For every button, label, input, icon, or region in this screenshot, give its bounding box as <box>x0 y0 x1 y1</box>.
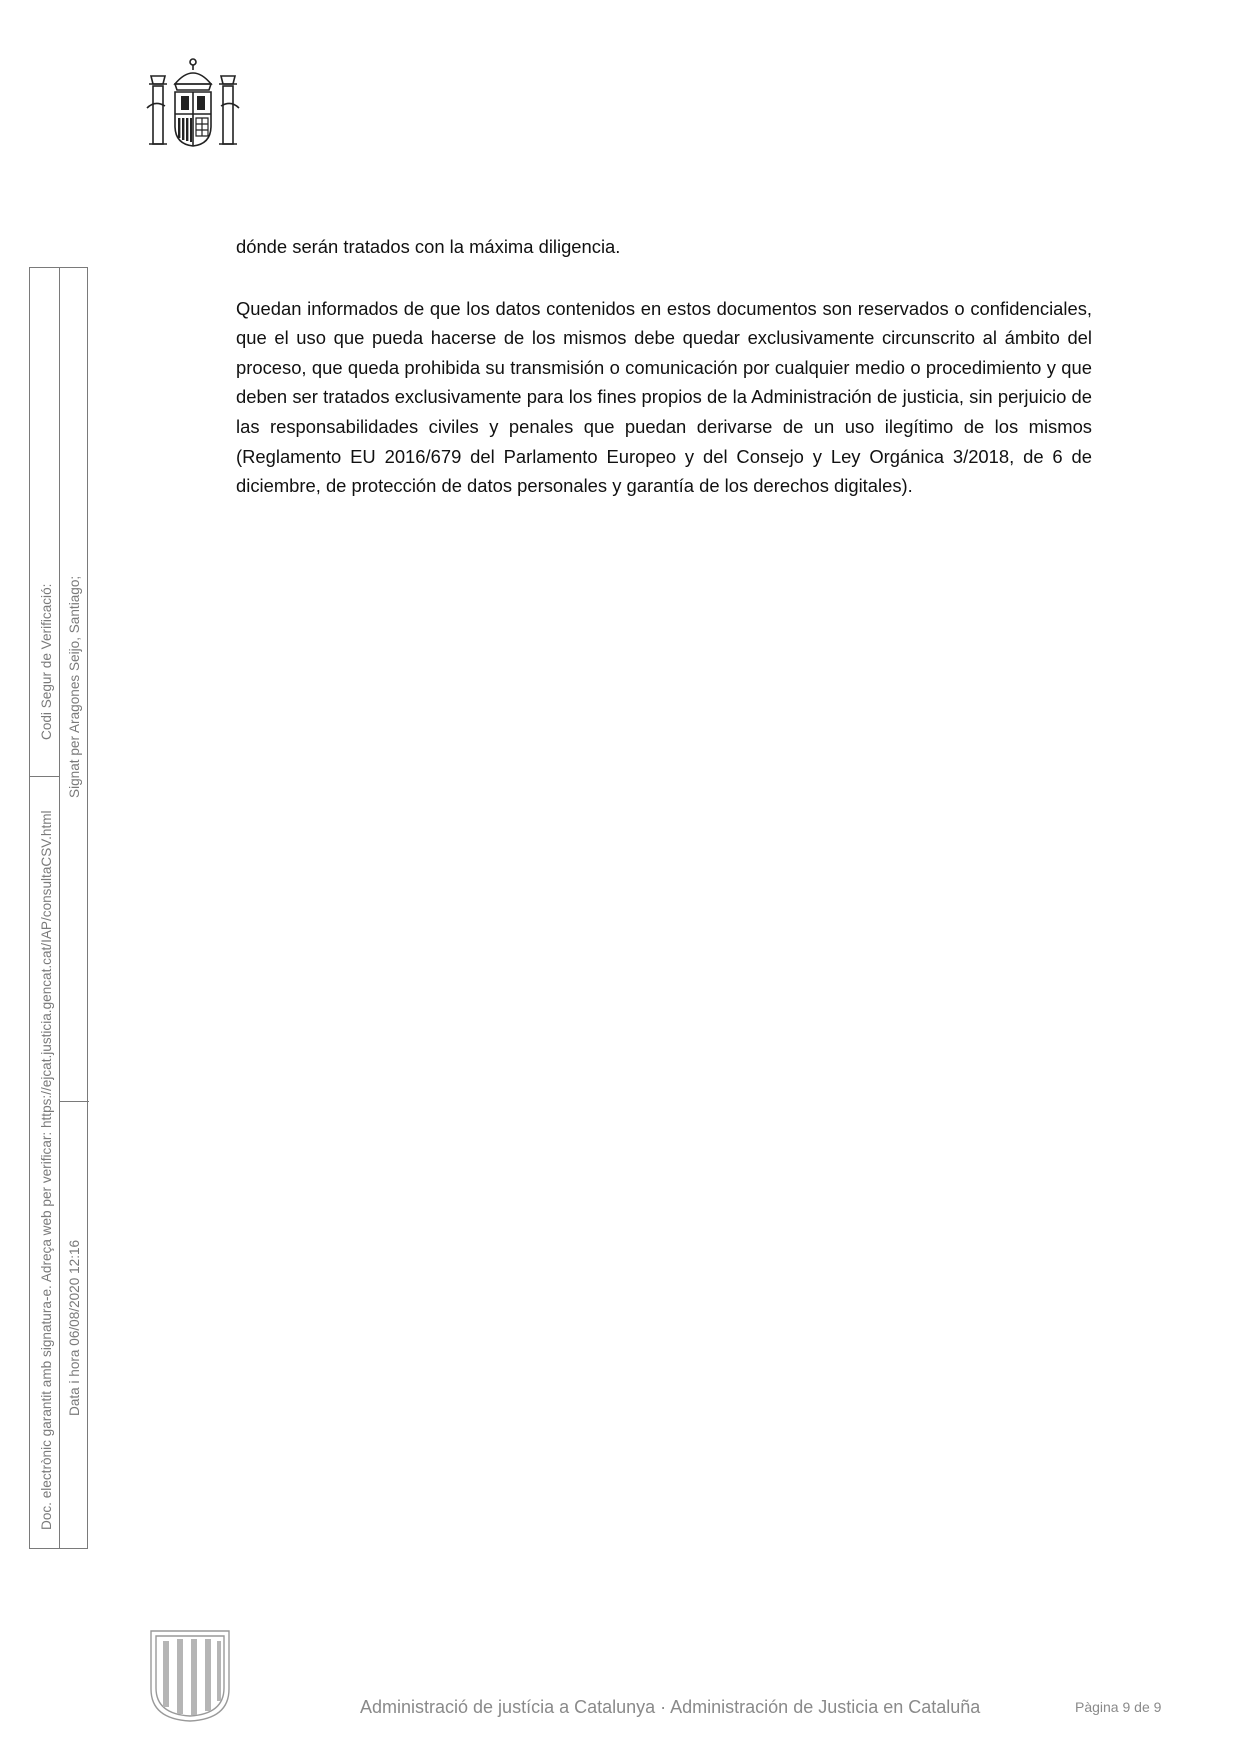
paragraph-continuation: dónde serán tratados con la máxima diligencia. <box>236 236 621 257</box>
coat-of-arms-icon <box>145 56 241 154</box>
page-number: Pàgina 9 de 9 <box>1075 1699 1162 1715</box>
sidebar-divider-left <box>30 776 59 777</box>
catalan-seal-icon <box>147 1627 233 1725</box>
document-body <box>236 232 1092 501</box>
verification-url-text: Doc. electrònic garantit amb signatura-e. Adreça web per verificar: https://ejcat.justicia.gencat.cat/IAP/consultaCSV.html <box>39 810 54 1530</box>
verification-code-label: Codi Segur de Verificació: <box>39 583 54 740</box>
sidebar-divider-right <box>59 1101 89 1102</box>
paragraph-data-protection: Quedan informados de que los datos contenidos en estos documentos son reservados o confidenciales, que el uso que pueda hacerse de los mismos debe quedar exclusivamente circunscrito al ámbito del proceso, que queda prohibida su transmisión o comunicación por cualquier medio o procedimiento y que deben ser tratados exclusivamente para los fines propios de la Administración de justicia, sin perjuicio de las responsabilidades civiles y penales que puedan derivarse de un uso ilegítimo de los mismos (Reglamento EU 2016/679 del Parlamento Europeo y del Consejo y Ley Orgánica 3/2018, de 6 de diciembre, de protección de datos personales y garantía de los derechos digitales). <box>236 297 1092 497</box>
sidebar-divider-vertical <box>59 268 60 1548</box>
signature-date-text: Data i hora 06/08/2020 12:16 <box>67 1239 82 1416</box>
footer-institution: Administració de justícia a Catalunya · Administración de Justicia en Cataluña <box>360 1697 981 1717</box>
signer-text: Signat per Aragones Seijo, Santiago; <box>67 575 82 798</box>
